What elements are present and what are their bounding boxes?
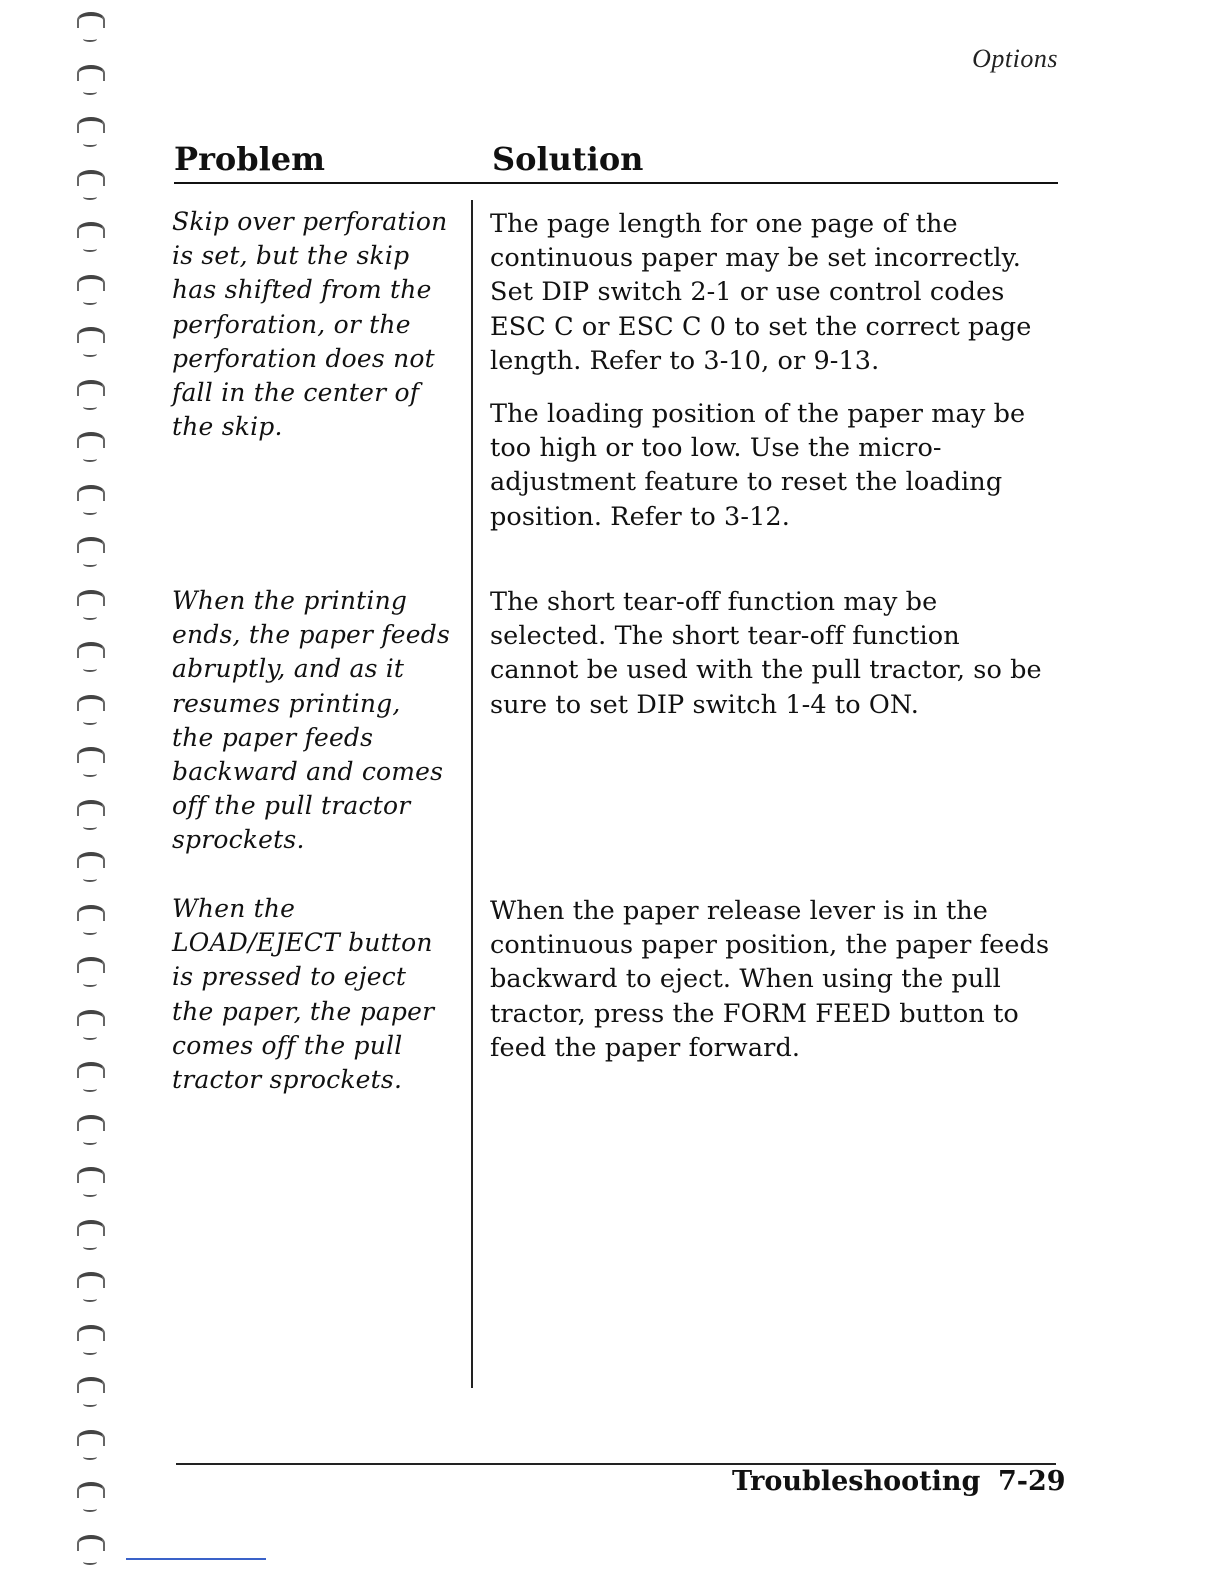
solution-paragraph [490, 397, 1060, 534]
problem-column-header: Problem [174, 140, 326, 178]
problem-line: has shifted from the [172, 275, 432, 305]
scan-edge-mark [126, 1558, 266, 1560]
problem-line: the paper feeds [172, 722, 374, 752]
binding-ring-icon [75, 164, 107, 204]
binding-ring-icon [75, 1424, 107, 1464]
binding-ring-icon [75, 584, 107, 624]
binding-ring-icon [75, 741, 107, 781]
binding-ring-icon [75, 1109, 107, 1149]
footer-rule [176, 1463, 1056, 1465]
solution-line: continuous paper may be set incorrectly. [490, 243, 1021, 274]
problem-line: the paper, the paper [172, 996, 435, 1026]
problem-line: fall in the center of [172, 378, 420, 408]
binding-ring-icon [75, 531, 107, 571]
problem-line: When the [172, 894, 296, 923]
footer-section-title: Troubleshooting [732, 1466, 981, 1497]
binding-ring-icon [75, 1529, 107, 1569]
binding-ring-icon [75, 1214, 107, 1254]
problem-line: is set, but the skip [172, 241, 410, 271]
binding-ring-icon [75, 6, 107, 46]
binding-ring-icon [75, 1056, 107, 1096]
solution-paragraph [490, 894, 1060, 1065]
solution-line: length. Refer to 3-10, or 9-13. [490, 345, 880, 376]
running-head: Options [972, 44, 1058, 73]
solution-line: too high or too low. Use the micro- [490, 433, 942, 464]
solution-line: cannot be used with the pull tractor, so be [490, 655, 1042, 686]
solution-line: adjustment feature to reset the loading [490, 467, 1003, 498]
problem-line: perforation does not [172, 343, 435, 373]
solution-column-header: Solution [492, 140, 644, 178]
solution-line: The page length for one page of the [490, 209, 958, 239]
problem-line: resumes printing, [172, 688, 401, 718]
solution-line: When the paper release lever is in the [490, 896, 988, 926]
binding-ring-icon [75, 111, 107, 151]
table-header [174, 138, 1058, 184]
column-divider [471, 200, 473, 1388]
problem-line: sprockets. [172, 825, 305, 855]
binding-ring-icon [75, 1266, 107, 1306]
page-number: 7-29 [998, 1466, 1066, 1497]
binding-ring-icon [75, 689, 107, 729]
solution-paragraph [490, 585, 1060, 722]
solution-cell-1 [490, 207, 1060, 553]
problem-line: perforation, or the [172, 309, 411, 339]
problem-line: off the pull tractor [172, 791, 411, 821]
problem-line: tractor sprockets. [172, 1065, 403, 1095]
problem-line: is pressed to eject [172, 962, 407, 992]
solution-line: ESC C or ESC C 0 to set the correct page [490, 311, 1032, 342]
solution-line: continuous paper position, the paper feeds [490, 930, 1050, 961]
solution-line: The loading position of the paper may be [490, 399, 1026, 430]
problem-cell-2 [172, 584, 464, 858]
binding-ring-icon [75, 1371, 107, 1411]
solution-line: tractor, press the FORM FEED button to [490, 998, 1019, 1029]
problem-line: abruptly, and as it [172, 654, 405, 684]
binding-ring-icon [75, 479, 107, 519]
solution-line: feed the paper forward. [490, 1032, 801, 1063]
binding-ring-icon [75, 1161, 107, 1201]
problem-line: comes off the pull [172, 1030, 403, 1060]
problem-line: backward and comes [172, 757, 444, 787]
problem-line: LOAD/EJECT button [172, 928, 433, 958]
solution-cell-3 [490, 894, 1060, 1084]
solution-cell-2 [490, 585, 1060, 741]
problem-cell-3 [172, 892, 464, 1097]
problem-line: Skip over perforation [172, 207, 448, 236]
binding-ring-icon [75, 636, 107, 676]
binding-ring-icon [75, 1476, 107, 1516]
binding-ring-icon [75, 426, 107, 466]
binding-ring-icon [75, 321, 107, 361]
binding-ring-icon [75, 216, 107, 256]
solution-line: The short tear-off function may be [490, 587, 938, 617]
binding-ring-icon [75, 794, 107, 834]
spiral-binding [60, 0, 120, 1584]
problem-cell-1 [172, 205, 464, 444]
solution-line: position. Refer to 3-12. [490, 501, 790, 532]
solution-line: selected. The short tear-off function [490, 621, 960, 652]
problem-line: ends, the paper feeds [172, 620, 450, 650]
binding-ring-icon [75, 59, 107, 99]
binding-ring-icon [75, 1319, 107, 1359]
binding-ring-icon [75, 899, 107, 939]
solution-line: sure to set DIP switch 1-4 to ON. [490, 689, 919, 720]
solution-paragraph [490, 207, 1060, 378]
problem-line: the skip. [172, 412, 283, 442]
solution-line: Set DIP switch 2-1 or use control codes [490, 277, 1005, 308]
problem-line: When the printing [172, 586, 408, 615]
solution-line: backward to eject. When using the pull [490, 964, 1001, 995]
binding-ring-icon [75, 269, 107, 309]
binding-ring-icon [75, 1004, 107, 1044]
binding-ring-icon [75, 846, 107, 886]
binding-ring-icon [75, 951, 107, 991]
binding-ring-icon [75, 374, 107, 414]
